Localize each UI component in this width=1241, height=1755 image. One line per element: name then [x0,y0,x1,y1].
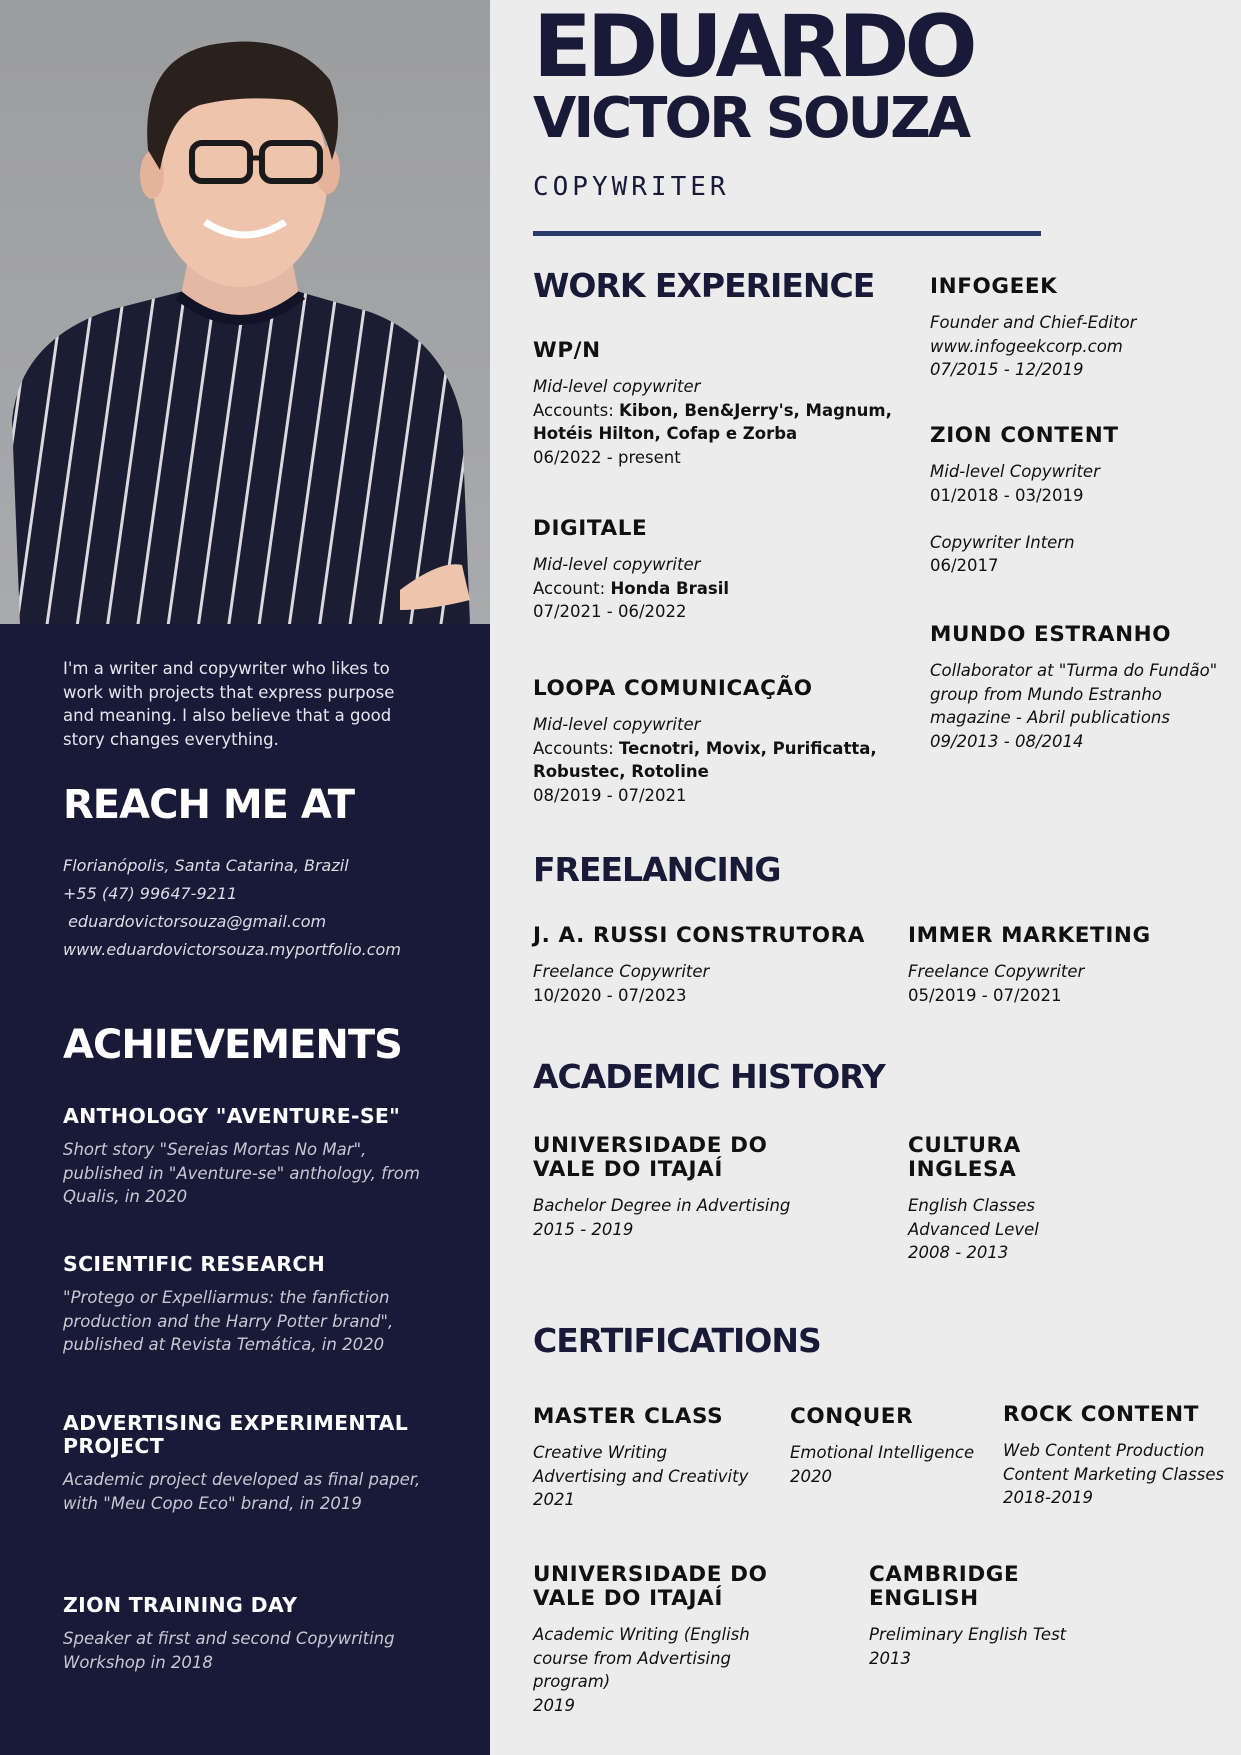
achievement-title: SCIENTIFIC RESEARCH [63,1252,326,1276]
job-title: LOOPA COMUNICAÇÃO [533,676,813,701]
achievement-desc: Academic project developed as final paper, with "Meu Copo Eco" brand, in 2019 [63,1470,421,1513]
cert-item [533,1563,833,1717]
accounts-list: Tecnotri, Movix, Purificatta, [619,738,877,758]
job-mundo [930,623,1230,753]
job-dates: 06/2022 - present [533,447,681,467]
certifications-heading: CERTIFICATIONS [533,1321,821,1360]
job-desc: magazine - Abril publications [930,708,1170,727]
academic-degree: Bachelor Degree in Advertising [533,1196,791,1215]
location-text: Florianópolis, Santa Catarina, Brazil [63,856,349,875]
job-title: MUNDO ESTRANHO [930,622,1172,647]
job-dates: 08/2019 - 07/2021 [533,785,687,805]
academic-title-line: VALE DO ITAJAÍ [533,1157,723,1182]
job-desc: group from Mundo Estranho [930,684,1162,704]
academic-title-line: CULTURA [908,1133,1021,1158]
achievement-title: ZION TRAINING DAY [63,1593,298,1617]
about-text: I'm a writer and copywriter who likes to work with projects that express purpose and meaning. I also believe that a good story changes everything. [63,659,395,749]
academic-desc: English Classes [908,1196,1035,1215]
cert-year: 2020 [790,1466,832,1486]
accounts-label: Accounts: [533,400,620,420]
job-dates: 06/2017 [930,556,999,575]
academic-dates: 2008 - 2013 [908,1243,1009,1262]
achievement-title: ADVERTISING EXPERIMENTAL PROJECT [63,1411,409,1458]
job-title: INFOGEEK [930,274,1058,299]
job-loopa [533,677,893,807]
job-role: Mid-level copywriter [533,715,701,734]
academic-dates: 2015 - 2019 [533,1219,634,1239]
cert-year: 2021 [533,1490,575,1509]
accounts-label: Account: [533,578,611,598]
academic-item [908,1134,1208,1265]
cert-item [869,1563,1169,1670]
cert-item [533,1405,783,1512]
freelance-dates: 05/2019 - 07/2021 [908,985,1062,1005]
cert-item [790,1405,990,1488]
job-dates: 09/2013 - 08/2014 [930,731,1084,751]
job-title: COPYWRITER [533,172,730,202]
cert-year: 2018-2019 [1003,1488,1093,1507]
academic-title-line: INGLESA [908,1157,1017,1182]
achievement-item [63,1253,423,1357]
first-name: EDUARDO [533,0,973,97]
achievement-desc: "Protego or Expelliarmus: the fanfiction production and the Harry Potter brand", published at Revista Temática, in 2020 [63,1288,394,1354]
job-infogeek [930,275,1230,382]
academic-title [908,1134,1208,1182]
cert-desc: program) [533,1672,611,1691]
cert-desc: Creative Writing [533,1443,668,1462]
achievement-item [63,1412,423,1515]
job-title: ZION CONTENT [930,423,1119,448]
cert-title: CONQUER [790,1404,914,1429]
achievement-item [63,1105,423,1209]
job-digitale [533,517,893,624]
academic-title [533,1134,853,1182]
accounts-list: Honda Brasil [610,578,729,598]
cert-item [1003,1403,1241,1510]
accounts-label: Accounts: [533,738,620,758]
sidebar [0,0,490,1755]
reach-heading: REACH ME AT [63,782,355,828]
cert-title-line: VALE DO ITAJAÍ [533,1586,723,1611]
freelance-title: J. A. RUSSI CONSTRUTORA [533,923,865,948]
cert-title-line: UNIVERSIDADE DO [533,1562,768,1587]
job-dates: 07/2021 - 06/2022 [533,602,687,621]
cert-title [533,1563,833,1611]
achievements-heading: ACHIEVEMENTS [63,1022,402,1068]
last-name: VICTOR SOUZA [533,86,969,151]
cert-title-line: CAMBRIDGE [869,1562,1020,1587]
job-dates: 01/2018 - 03/2019 [930,485,1084,505]
job-role: Mid-level Copywriter [930,462,1100,481]
accounts-list: Kibon, Ben&Jerry's, Magnum, [619,400,892,420]
academic-heading: ACADEMIC HISTORY [533,1057,885,1096]
contact-info [63,852,401,964]
job-desc: Collaborator at "Turma do Fundão" [930,661,1218,680]
accounts-list: Hotéis Hilton, Cofap e Zorba [533,424,798,443]
achievement-item [63,1594,423,1674]
accounts-list: Robustec, Rotoline [533,762,709,781]
profile-photo [0,0,490,624]
achievement-desc: Short story "Sereias Mortas No Mar", published in "Aventure-se" anthology, from Qualis, in 2020 [63,1140,420,1206]
cert-desc: Content Marketing Classes [1003,1464,1225,1484]
job-title: WP/N [533,338,601,363]
freelance-title: IMMER MARKETING [908,923,1151,948]
job-role: Founder and Chief-Editor [930,313,1137,332]
cert-desc: Preliminary English Test [869,1625,1067,1644]
cert-desc: Academic Writing (English [533,1625,750,1644]
academic-desc: Advanced Level [908,1219,1039,1239]
job-zion [930,424,1230,578]
person-illustration [0,0,490,624]
cert-title: ROCK CONTENT [1003,1402,1200,1427]
freelance-role: Freelance Copywriter [533,962,710,981]
freelance-item [908,924,1208,1007]
website-link[interactable]: www.eduardovictorsouza.myportfolio.com [63,940,401,959]
job-wpn [533,339,893,469]
cert-title-line: ENGLISH [869,1586,979,1611]
job-role: Mid-level copywriter [533,377,701,396]
freelance-role: Freelance Copywriter [908,962,1085,981]
cert-year: 2013 [869,1648,911,1668]
job-dates: 07/2015 - 12/2019 [930,360,1084,379]
freelance-dates: 10/2020 - 07/2023 [533,985,687,1005]
phone-text[interactable]: +55 (47) 99647-9211 [63,884,238,903]
cert-desc: course from Advertising [533,1648,732,1668]
freelancing-heading: FREELANCING [533,850,781,889]
achievement-desc: Speaker at first and second Copywriting Workshop in 2018 [63,1629,395,1672]
cert-title [869,1563,1169,1611]
divider [533,231,1041,236]
freelance-item [533,924,873,1007]
cert-desc: Web Content Production [1003,1441,1205,1460]
academic-title-line: UNIVERSIDADE DO [533,1133,768,1158]
cert-desc: Advertising and Creativity [533,1466,749,1486]
email-link[interactable]: eduardovictorsouza@gmail.com [63,912,327,931]
job-website[interactable]: www.infogeekcorp.com [930,336,1123,356]
main-content [490,0,1241,1755]
cert-desc: Emotional Intelligence [790,1443,975,1462]
work-heading: WORK EXPERIENCE [533,266,875,305]
cert-title: MASTER CLASS [533,1404,724,1429]
job-title: DIGITALE [533,516,648,541]
job-role: Copywriter Intern [930,532,1075,552]
achievement-title: ANTHOLOGY "AVENTURE-SE" [63,1104,401,1128]
academic-item [533,1134,853,1241]
job-role: Mid-level copywriter [533,555,701,574]
cert-year: 2019 [533,1695,575,1715]
